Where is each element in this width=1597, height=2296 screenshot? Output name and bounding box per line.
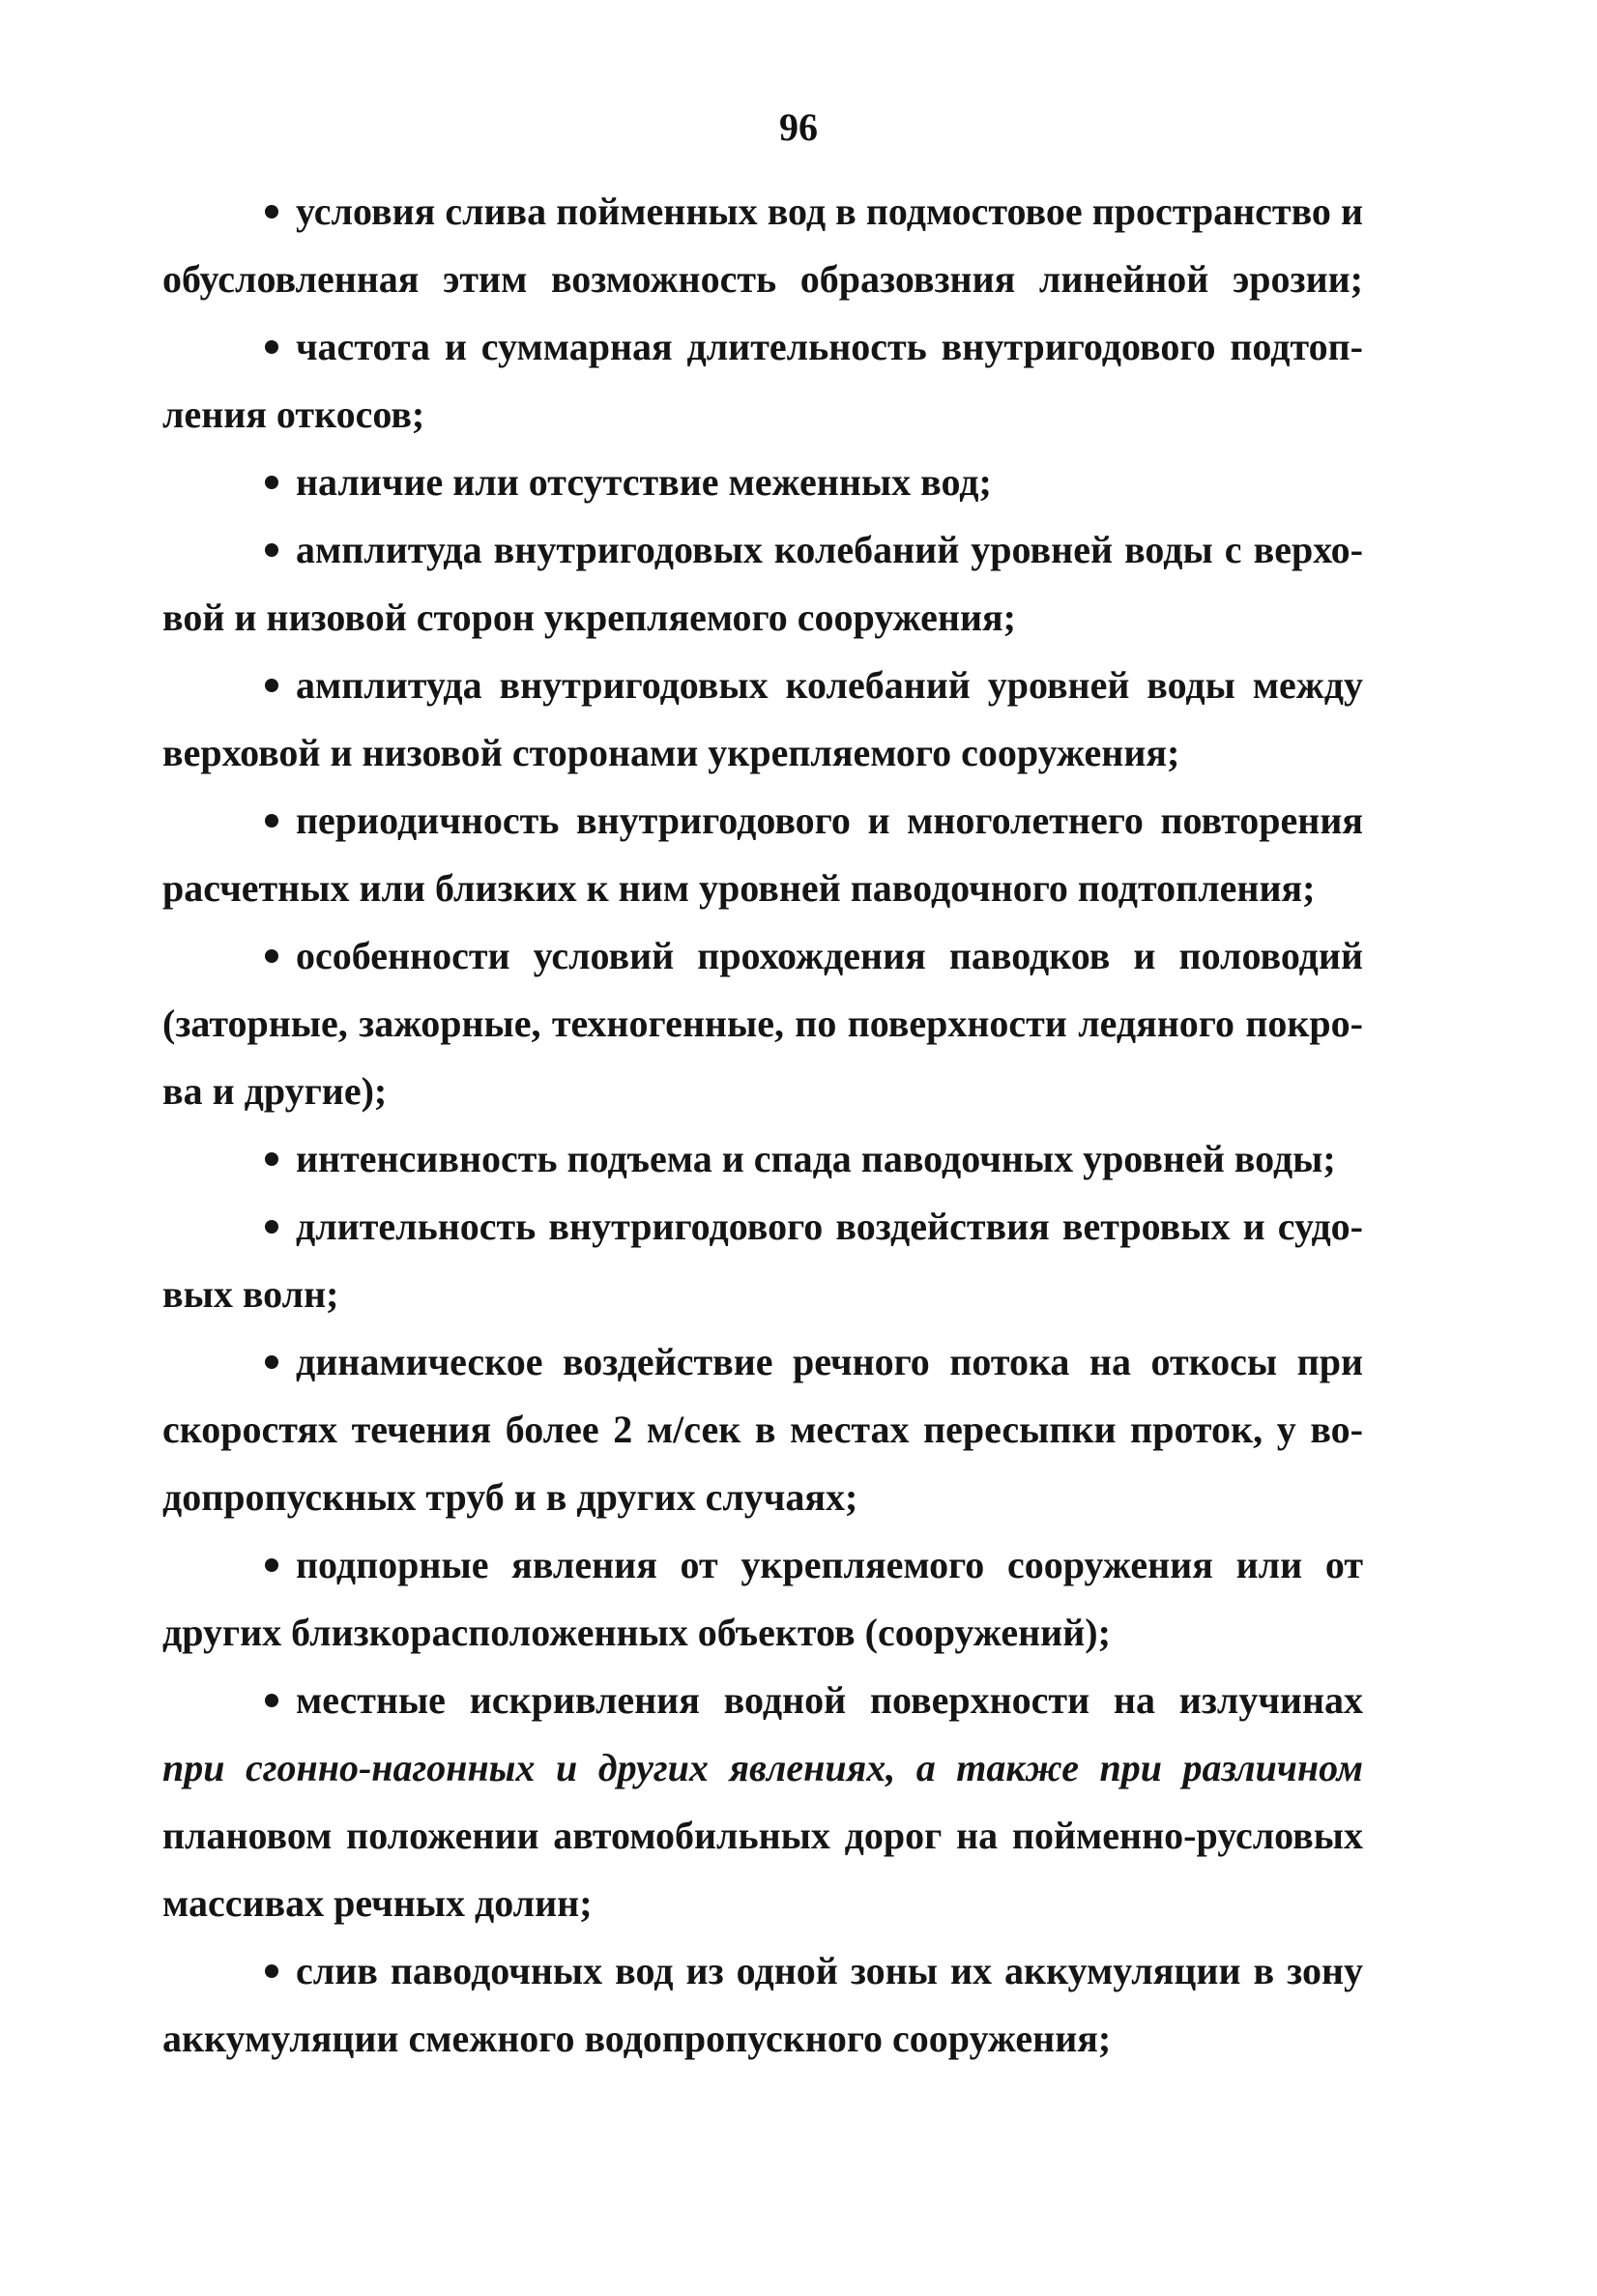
list-item [162,787,1363,922]
bullet-icon [265,1355,278,1369]
bullet-icon [265,949,278,963]
item-line: слив паводочных вод из одной зоны их аккумуляции в зону [296,1949,1363,1992]
item-line: допропускных труб и в других случаях; [162,1475,858,1519]
bullet-icon [265,543,278,557]
list-item [162,516,1363,652]
item-line: местные искривления водной поверхности на излучинах [296,1678,1363,1722]
item-line: периодичность внутригодового и многолетнего повторения [296,799,1363,842]
item-line: вой и низовой сторон укрепляемого сооружения; [162,596,1016,639]
item-line: условия слива пойменных вод в подмостовое пространство и [296,189,1363,233]
list-item [162,1667,1363,1937]
bullet-icon [265,1152,278,1166]
bullet-icon [265,1220,278,1234]
list-item [162,313,1363,449]
bullet-icon [265,1558,278,1572]
bullet-icon [265,1964,278,1978]
item-line: особенности условий прохождения паводков и половодий [296,934,1363,977]
list-item [162,1531,1363,1667]
list-item [162,1125,1363,1193]
list-item [162,1193,1363,1328]
item-line: (заторные, зажорные, техногенные, по поверхности ледяного покро- [162,1002,1363,1045]
list-item [162,178,1363,313]
item-line: скоростях течения более 2 м/сек в местах пересыпки проток, у во- [162,1408,1363,1451]
list-item [162,1328,1363,1531]
item-line: верховой и низовой сторонами укрепляемого сооружения; [162,731,1180,774]
page-number: 96 [779,105,818,149]
item-line: амплитуда внутригодовых колебаний уровней воды между [296,663,1363,707]
item-line: ва и другие); [162,1069,388,1113]
item-line: аккумуляции смежного водопропускного сооружения; [162,2017,1112,2060]
list-item [162,922,1363,1125]
bullet-icon [265,476,278,489]
list-item [162,1937,1363,2073]
item-line: обусловленная этим возможность образовзния линейной эрозии; [162,257,1363,301]
bullet-icon [265,1694,278,1707]
item-line: при сгонно-нагонных и других явлениях, а также при различном [162,1746,1363,1789]
bullet-icon [265,340,278,354]
item-line: других близкорасположенных объектов (сооружений); [162,1611,1111,1654]
item-line: длительность внутригодового воздействия ветровых и судо- [296,1205,1363,1248]
item-line: подпорные явления от укрепляемого сооружения или от [296,1543,1363,1586]
item-line: динамическое воздействие речного потока на откосы при [296,1340,1363,1383]
item-line: интенсивность подъема и спада паводочных уровней воды; [296,1137,1336,1180]
item-line: ления откосов; [162,392,425,436]
list-item [162,652,1363,787]
item-line: плановом положении автомобильных дорог на пойменно-русловых [162,1814,1363,1857]
item-line: вых волн; [162,1272,339,1316]
bullet-icon [265,679,278,692]
bullet-icon [265,205,278,218]
item-line: частота и суммарная длительность внутригодового подтоп- [296,325,1363,368]
list-item [162,449,1363,516]
bullet-icon [265,814,278,828]
item-line: наличие или отсутствие меженных вод; [296,460,992,504]
item-line: расчетных или близких к ним уровней паводочного подтопления; [162,866,1316,910]
item-line: массивах речных долин; [162,1881,593,1925]
item-line: амплитуда внутригодовых колебаний уровней воды с верхо- [296,528,1363,571]
